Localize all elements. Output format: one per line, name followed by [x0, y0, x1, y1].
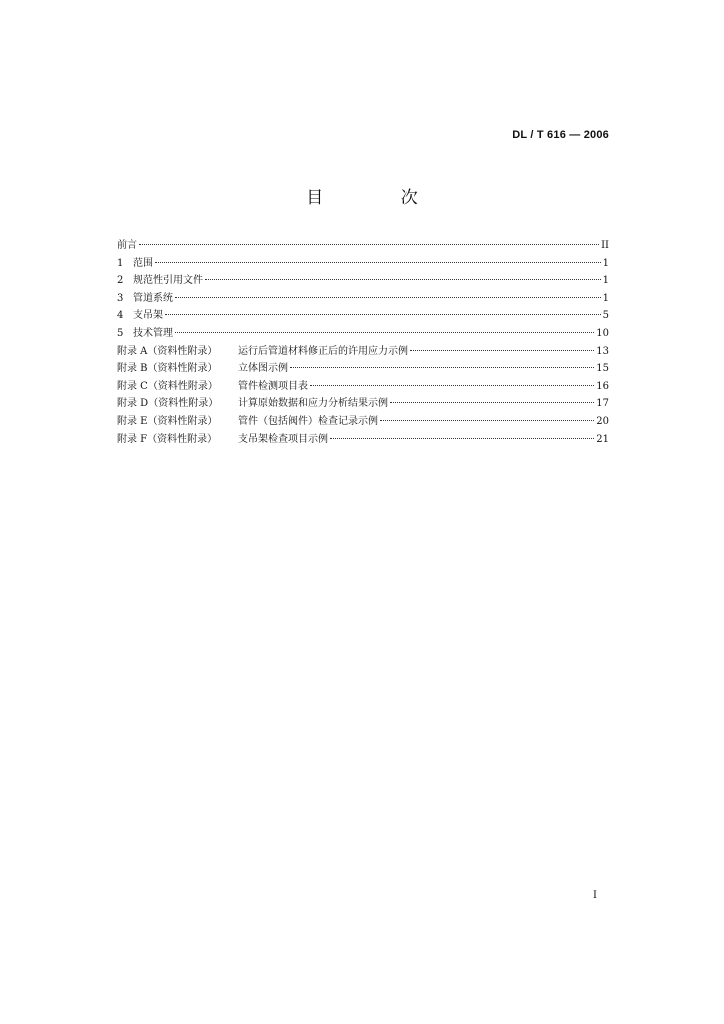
toc-entry-number: 1	[117, 257, 124, 269]
document-code: DL / T 616 — 2006	[512, 129, 609, 141]
toc-entry[interactable]	[117, 360, 609, 378]
toc-entry-label: 计算原始数据和应力分析结果示例	[238, 398, 388, 410]
toc-dot-leader	[175, 297, 601, 298]
toc-entry-page: 17	[596, 398, 609, 410]
toc-entry-page: 13	[596, 345, 609, 357]
toc-entry-annex: 附录 B（资料性附录）	[117, 363, 218, 375]
toc-entry[interactable]	[117, 290, 609, 308]
toc-entry-number: 3	[117, 292, 124, 304]
toc-entry-annex: 附录 F（资料性附录）	[117, 433, 218, 445]
toc-dot-leader	[155, 262, 601, 263]
toc-entry-page: 15	[596, 363, 609, 375]
toc-entry-label: 规范性引用文件	[133, 275, 203, 287]
toc-entry-label: 立体图示例	[238, 363, 288, 375]
toc-entry-label: 支吊架检查项目示例	[238, 433, 328, 445]
toc-entry-page: 21	[596, 433, 609, 445]
toc-entry-label: 前言	[117, 240, 137, 251]
toc-entry[interactable]	[117, 413, 609, 431]
toc-dot-leader	[310, 385, 594, 386]
toc-entry[interactable]	[117, 343, 609, 361]
toc-dot-leader	[139, 244, 599, 245]
toc-entry[interactable]	[117, 307, 609, 325]
toc-dot-leader	[165, 314, 601, 315]
toc-entry-number: 4	[117, 310, 124, 322]
toc-entry-page: II	[601, 240, 609, 251]
toc-dot-leader	[380, 420, 594, 421]
toc-entry-label: 管件（包括阀件）检查记录示例	[238, 415, 378, 427]
table-of-contents	[117, 237, 609, 448]
page-title: 目 次	[306, 188, 454, 208]
toc-entry-label: 管道系统	[133, 292, 173, 304]
page-number: I	[593, 890, 597, 901]
toc-entry[interactable]	[117, 237, 609, 255]
toc-entry[interactable]	[117, 378, 609, 396]
toc-entry[interactable]	[117, 255, 609, 273]
toc-entry-label: 管件检测项目表	[238, 380, 308, 392]
toc-entry[interactable]	[117, 272, 609, 290]
toc-entry[interactable]	[117, 431, 609, 449]
toc-dot-leader	[175, 332, 594, 333]
toc-dot-leader	[290, 367, 594, 368]
toc-entry-page: 10	[596, 327, 609, 339]
toc-entry-number: 2	[117, 275, 124, 287]
toc-entry-page: 1	[602, 292, 609, 304]
toc-dot-leader	[330, 438, 594, 439]
toc-entry-page: 1	[602, 257, 609, 269]
toc-entry-annex: 附录 C（资料性附录）	[117, 380, 218, 392]
toc-entry-annex: 附录 A（资料性附录）	[117, 345, 218, 357]
toc-entry[interactable]	[117, 325, 609, 343]
toc-entry-label: 运行后管道材料修正后的许用应力示例	[238, 345, 408, 357]
toc-entry-label: 支吊架	[133, 310, 163, 322]
toc-entry-annex: 附录 E（资料性附录）	[117, 415, 218, 427]
toc-dot-leader	[205, 279, 601, 280]
toc-entry-label: 范围	[133, 257, 153, 269]
toc-entry[interactable]	[117, 395, 609, 413]
toc-entry-page: 5	[602, 310, 609, 322]
toc-entry-page: 16	[596, 380, 609, 392]
toc-dot-leader	[410, 350, 594, 351]
toc-entry-annex: 附录 D（资料性附录）	[117, 398, 219, 410]
toc-entry-page: 20	[596, 415, 609, 427]
toc-entry-number: 5	[117, 327, 124, 339]
toc-entry-page: 1	[602, 275, 609, 287]
toc-entry-label: 技术管理	[133, 327, 173, 339]
toc-dot-leader	[390, 402, 594, 403]
